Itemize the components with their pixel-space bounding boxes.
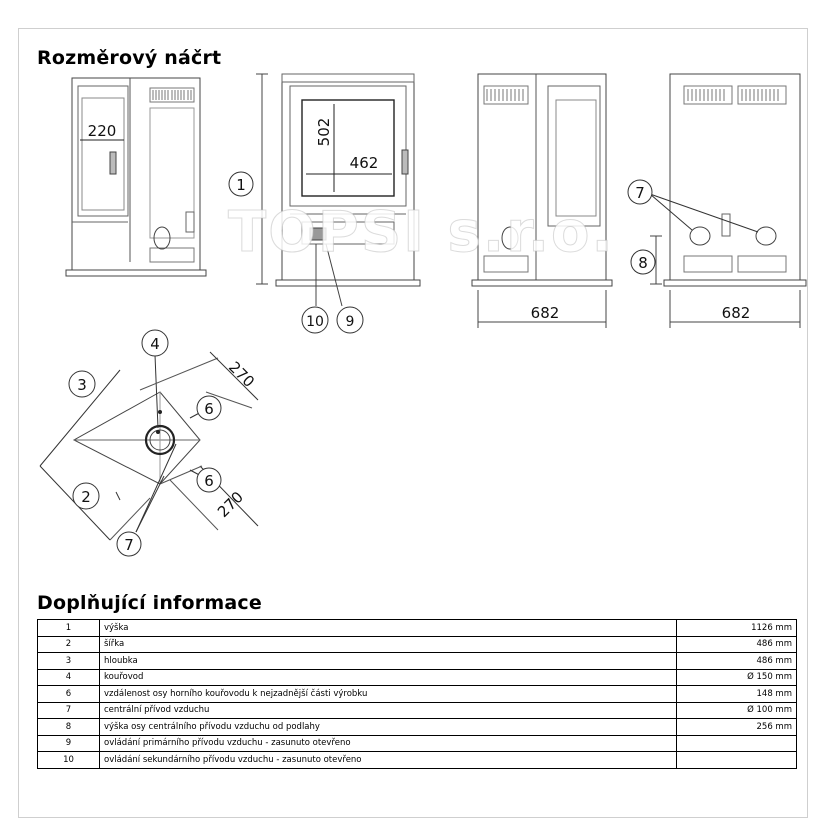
callout-9 — [337, 307, 363, 333]
row-description: hloubka — [100, 653, 677, 670]
stove-view-2 — [256, 74, 420, 306]
dim-label-682-b: 682 — [721, 304, 751, 322]
section-title-info: Doplňující informace — [37, 592, 262, 614]
row-number: 3 — [38, 653, 100, 670]
row-value — [677, 735, 797, 752]
callout-6-upper — [197, 396, 221, 420]
table-row — [38, 735, 797, 752]
dim-label-682-a: 682 — [530, 304, 560, 322]
row-value: Ø 150 mm — [677, 669, 797, 686]
row-value: Ø 100 mm — [677, 702, 797, 719]
table-row — [38, 636, 797, 653]
row-number: 8 — [38, 719, 100, 736]
row-number: 9 — [38, 735, 100, 752]
row-value: 148 mm — [677, 686, 797, 703]
row-description: vzdálenost osy horního kouřovodu k nejzadnější části výrobku — [100, 686, 677, 703]
svg-text:10: 10 — [306, 314, 324, 330]
dim-label-462: 462 — [349, 154, 379, 172]
svg-text:2: 2 — [81, 488, 91, 506]
row-value: 1126 mm — [677, 620, 797, 637]
row-description: ovládání primárního přívodu vzduchu - zasunuto otevřeno — [100, 735, 677, 752]
row-description: šířka — [100, 636, 677, 653]
callout-7-back — [628, 180, 652, 204]
table-row — [38, 620, 797, 637]
callout-3 — [69, 371, 95, 397]
svg-text:8: 8 — [638, 254, 648, 272]
callout-1 — [229, 172, 253, 196]
callout-4 — [142, 330, 168, 356]
svg-text:4: 4 — [150, 335, 160, 353]
table-row — [38, 686, 797, 703]
callout-2 — [73, 483, 99, 509]
svg-text:9: 9 — [345, 314, 355, 330]
svg-text:1: 1 — [236, 176, 246, 194]
svg-text:7: 7 — [124, 536, 134, 554]
dim-label-502: 502 — [315, 117, 333, 147]
callout-6-lower — [197, 468, 221, 492]
dim-label-270-a: 270 — [225, 357, 259, 391]
row-value: 256 mm — [677, 719, 797, 736]
row-number: 2 — [38, 636, 100, 653]
callout-7-top — [117, 532, 141, 556]
stove-view-1 — [66, 78, 206, 276]
row-number: 7 — [38, 702, 100, 719]
row-number: 10 — [38, 752, 100, 769]
stove-top-view — [40, 338, 258, 540]
row-description: centrální přívod vzduchu — [100, 702, 677, 719]
watermark: TOPSI s.r.o. — [228, 200, 615, 265]
row-number: 6 — [38, 686, 100, 703]
svg-text:6: 6 — [204, 472, 214, 490]
svg-text:3: 3 — [77, 376, 87, 394]
row-value — [677, 752, 797, 769]
section-title-sketch: Rozměrový náčrt — [37, 47, 222, 69]
row-description: výška osy centrálního přívodu vzduchu od podlahy — [100, 719, 677, 736]
row-description: ovládání sekundárního přívodu vzduchu - zasunuto otevřeno — [100, 752, 677, 769]
info-table — [37, 619, 797, 769]
table-row — [38, 752, 797, 769]
row-number: 4 — [38, 669, 100, 686]
row-description: kouřovod — [100, 669, 677, 686]
row-number: 1 — [38, 620, 100, 637]
callout-8 — [631, 250, 655, 274]
svg-text:6: 6 — [204, 400, 214, 418]
svg-text:7: 7 — [635, 184, 645, 202]
table-row — [38, 669, 797, 686]
dim-label-270-b: 270 — [213, 487, 247, 521]
table-row — [38, 702, 797, 719]
stove-view-4 — [650, 74, 806, 328]
dim-label-220: 220 — [87, 122, 117, 140]
table-row — [38, 719, 797, 736]
table-row — [38, 653, 797, 670]
row-value: 486 mm — [677, 636, 797, 653]
row-description: výška — [100, 620, 677, 637]
row-value: 486 mm — [677, 653, 797, 670]
callout-10 — [302, 307, 328, 333]
